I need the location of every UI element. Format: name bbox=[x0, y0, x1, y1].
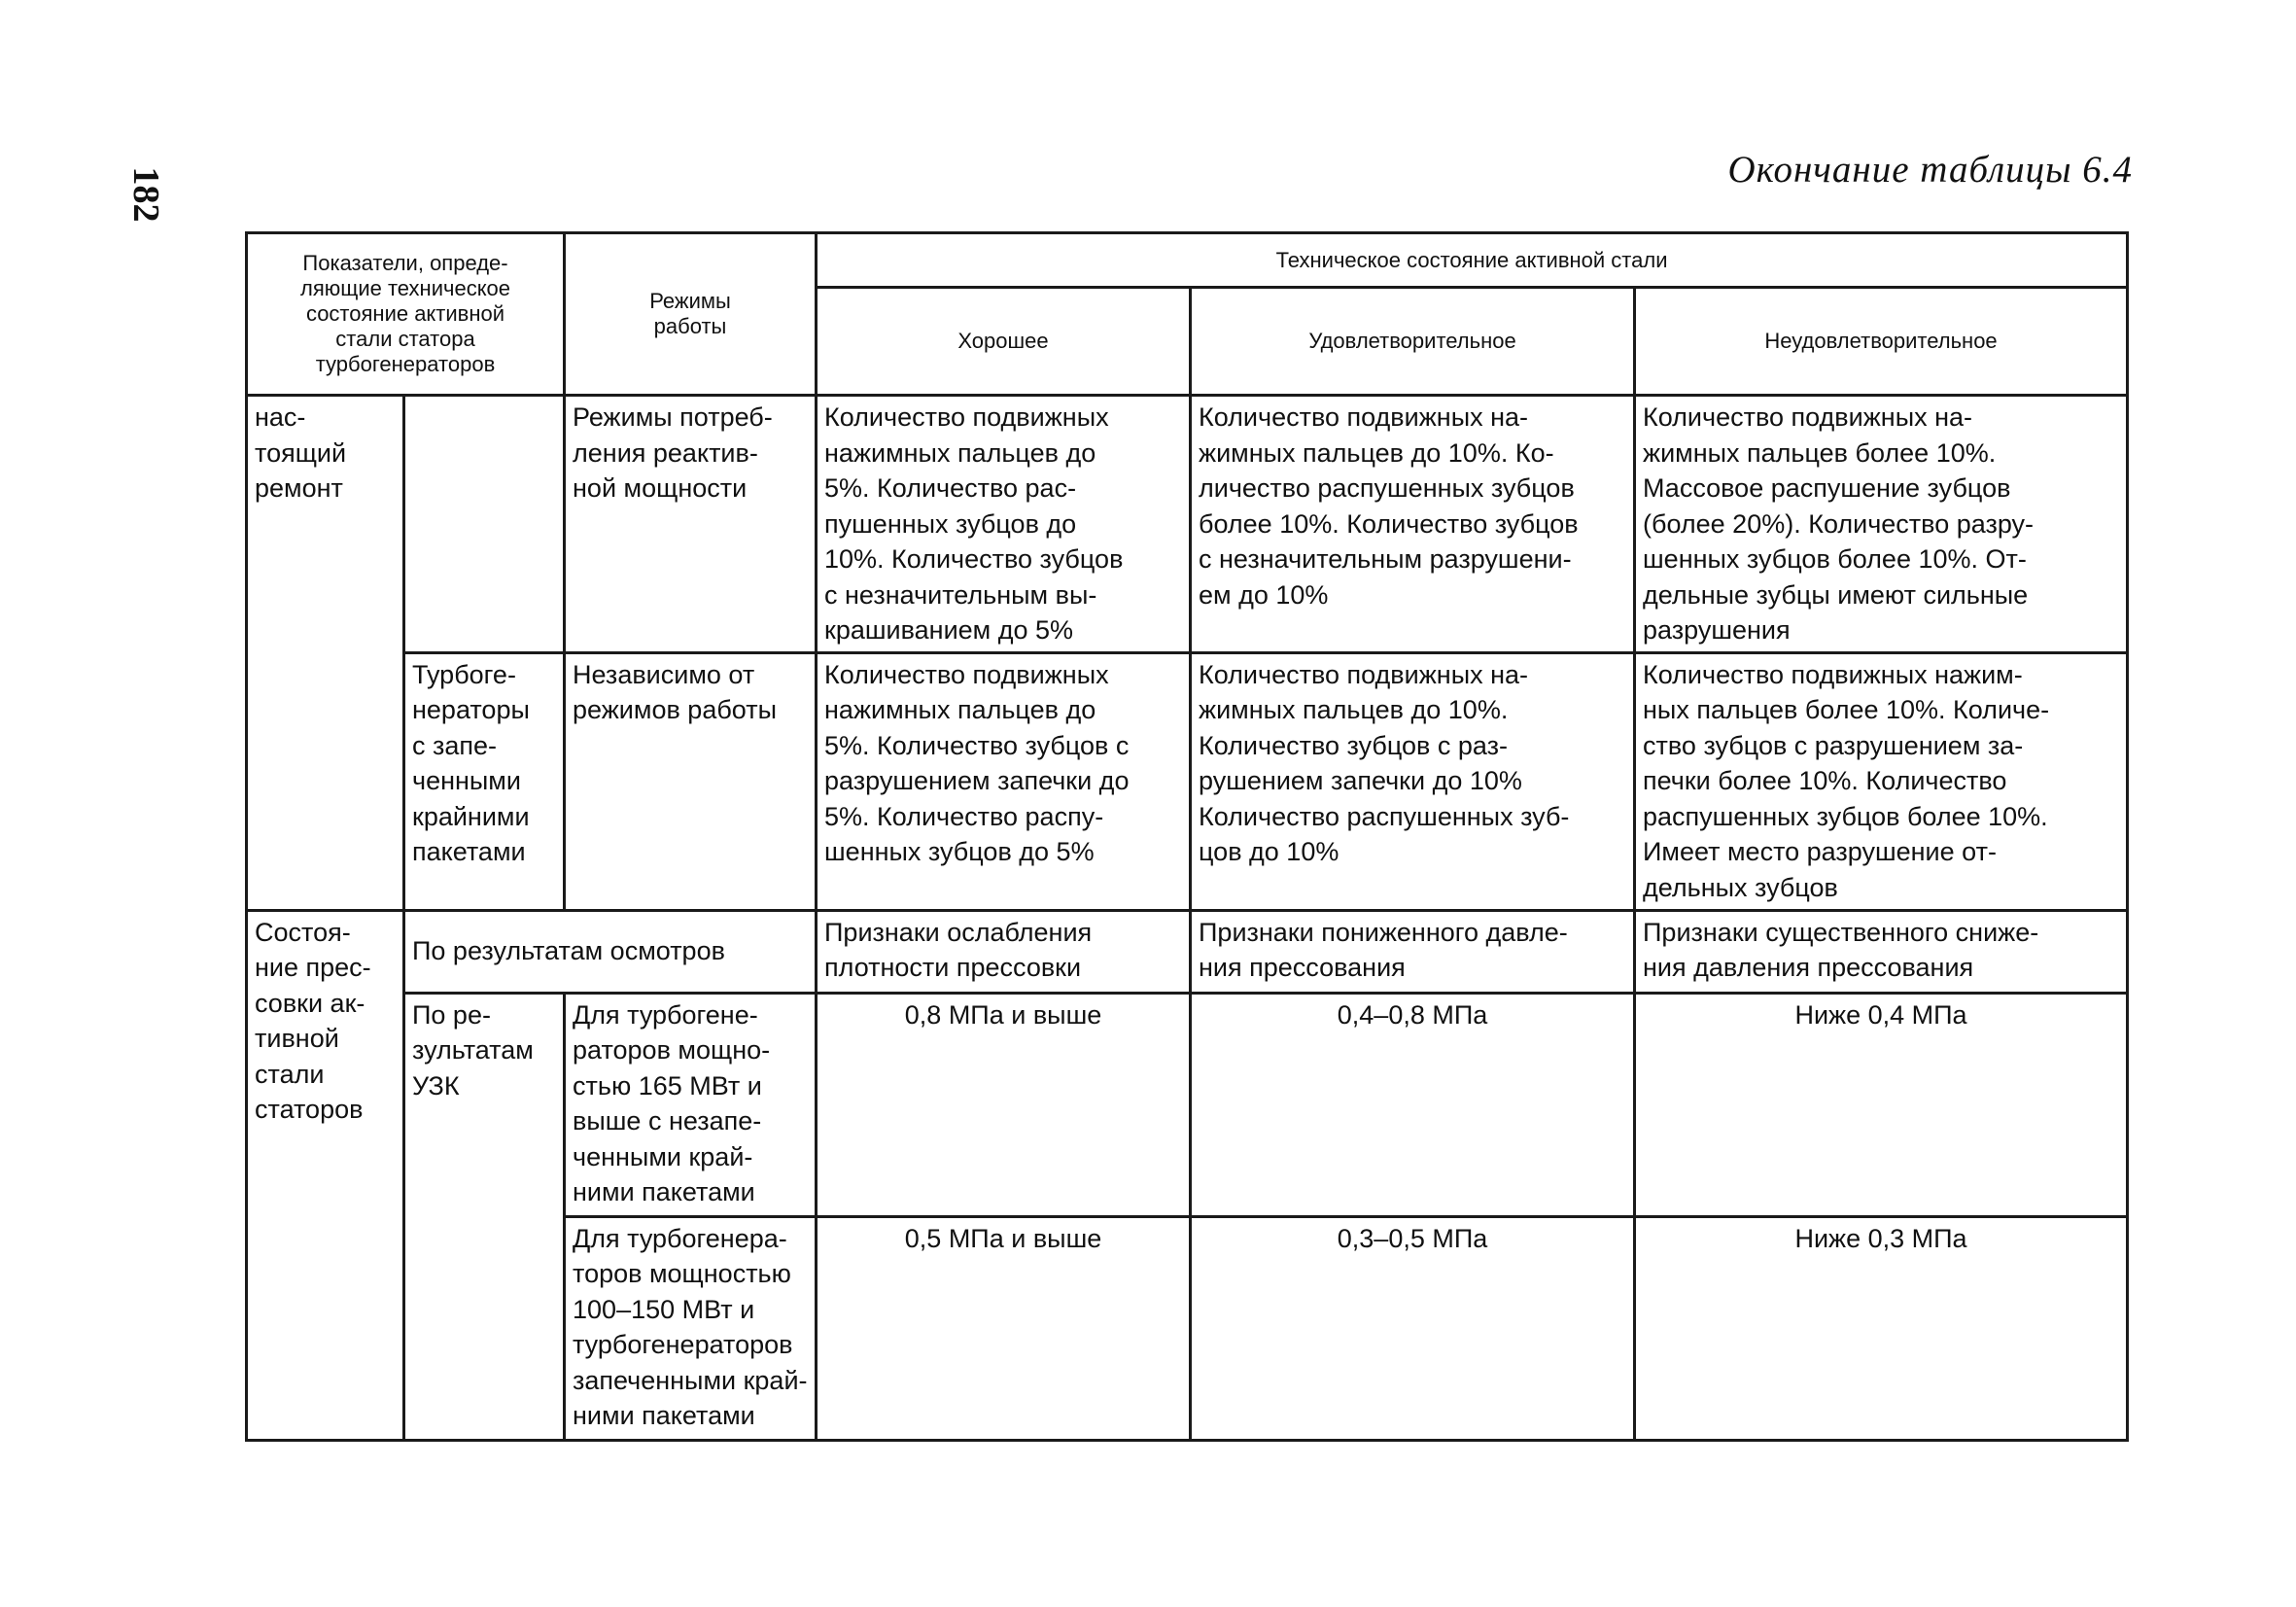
pressing-uzk-row1-satisfactory: 0,4–0,8 МПа bbox=[1191, 993, 1635, 1216]
repair-row1-satisfactory: Количество подвижных на- жимных пальцев до 10%. Ко- личество распушенных зубцов более 10%. Количество зубцов с незначительным разрушени- ем до 10% bbox=[1191, 396, 1635, 653]
repair-row1-mode: Режимы потреб- ления реактив- ной мощности bbox=[565, 396, 817, 653]
repair-row1-good: Количество подвижных нажимных пальцев до 5%. Количество рас- пушенных зубцов до 10%. Количество зубцов с незначительным вы- крашиванием до 5% bbox=[817, 396, 1191, 653]
header-state-group: Техническое состояние активной стали bbox=[817, 233, 2128, 288]
pressing-inspection-method: По результатам осмотров bbox=[404, 910, 817, 993]
pressing-inspection-good: Признаки ослабления плотности прессовки bbox=[817, 910, 1191, 993]
header-satisfactory: Удовлетворительное bbox=[1191, 288, 1635, 396]
condition-table bbox=[245, 231, 2129, 1442]
pressing-uzk-row1-good: 0,8 МПа и выше bbox=[817, 993, 1191, 1216]
header-unsatisfactory: Неудовлетворительное bbox=[1635, 288, 2128, 396]
table-row bbox=[247, 910, 2128, 993]
header-indicators: Показатели, опреде- ляющие техническое состояние активной стали статора турбогенераторов bbox=[247, 233, 565, 396]
pressing-uzk-row2-condition: Для турбогенера- торов мощностью 100–150 МВт и турбогенераторов запеченными край- ними пакетами bbox=[565, 1216, 817, 1440]
pressing-uzk-method: По ре- зультатам УЗК bbox=[404, 993, 565, 1440]
repair-row2-good: Количество подвижных нажимных пальцев до 5%. Количество зубцов с разрушением запечки до 5%. Количество распу- шенных зубцов до 5% bbox=[817, 652, 1191, 910]
pressing-uzk-row1-unsatisfactory: Ниже 0,4 МПа bbox=[1635, 993, 2128, 1216]
pressing-uzk-row2-good: 0,5 МПа и выше bbox=[817, 1216, 1191, 1440]
table-caption: Окончание таблицы 6.4 bbox=[1727, 149, 2133, 191]
repair-row1-unsatisfactory: Количество подвижных на- жимных пальцев более 10%. Массовое распушение зубцов (более 20%). Количество разру- шенных зубцов более 10%. От- дельные зубцы имеют сильные разрушения bbox=[1635, 396, 2128, 653]
page-number: 182 bbox=[125, 166, 166, 223]
repair-row2-subtype: Турбоге- нераторы с запе- ченными крайними пакетами bbox=[404, 652, 565, 910]
pressing-label: Состоя- ние прес- совки ак- тивной стали статоров bbox=[247, 910, 404, 1440]
header-modes: Режимы работы bbox=[565, 233, 817, 396]
table-row bbox=[247, 652, 2128, 910]
table-row bbox=[247, 396, 2128, 653]
pressing-inspection-unsatisfactory: Признаки существенного сниже- ния давления прессования bbox=[1635, 910, 2128, 993]
repair-row2-mode: Независимо от режимов работы bbox=[565, 652, 817, 910]
repair-label: нас- тоящий ремонт bbox=[247, 396, 404, 911]
header-good: Хорошее bbox=[817, 288, 1191, 396]
pressing-uzk-row2-satisfactory: 0,3–0,5 МПа bbox=[1191, 1216, 1635, 1440]
pressing-uzk-row1-condition: Для турбогене- раторов мощно- стью 165 МВт и выше с незапе- ченными край- ними пакетами bbox=[565, 993, 817, 1216]
repair-row2-unsatisfactory: Количество подвижных нажим- ных пальцев более 10%. Количе- ство зубцов с разрушением за- печки более 10%. Количество распушенных зубцов более 10%. Имеет место разрушение от- дельных зубцов bbox=[1635, 652, 2128, 910]
repair-row1-subtype bbox=[404, 396, 565, 653]
pressing-inspection-satisfactory: Признаки пониженного давле- ния прессования bbox=[1191, 910, 1635, 993]
table-header-row bbox=[247, 233, 2128, 288]
repair-row2-satisfactory: Количество подвижных на- жимных пальцев до 10%. Количество зубцов с раз- рушением запечки до 10% Количество распушенных зуб- цов до 10% bbox=[1191, 652, 1635, 910]
pressing-uzk-row2-unsatisfactory: Ниже 0,3 МПа bbox=[1635, 1216, 2128, 1440]
table-row bbox=[247, 993, 2128, 1216]
